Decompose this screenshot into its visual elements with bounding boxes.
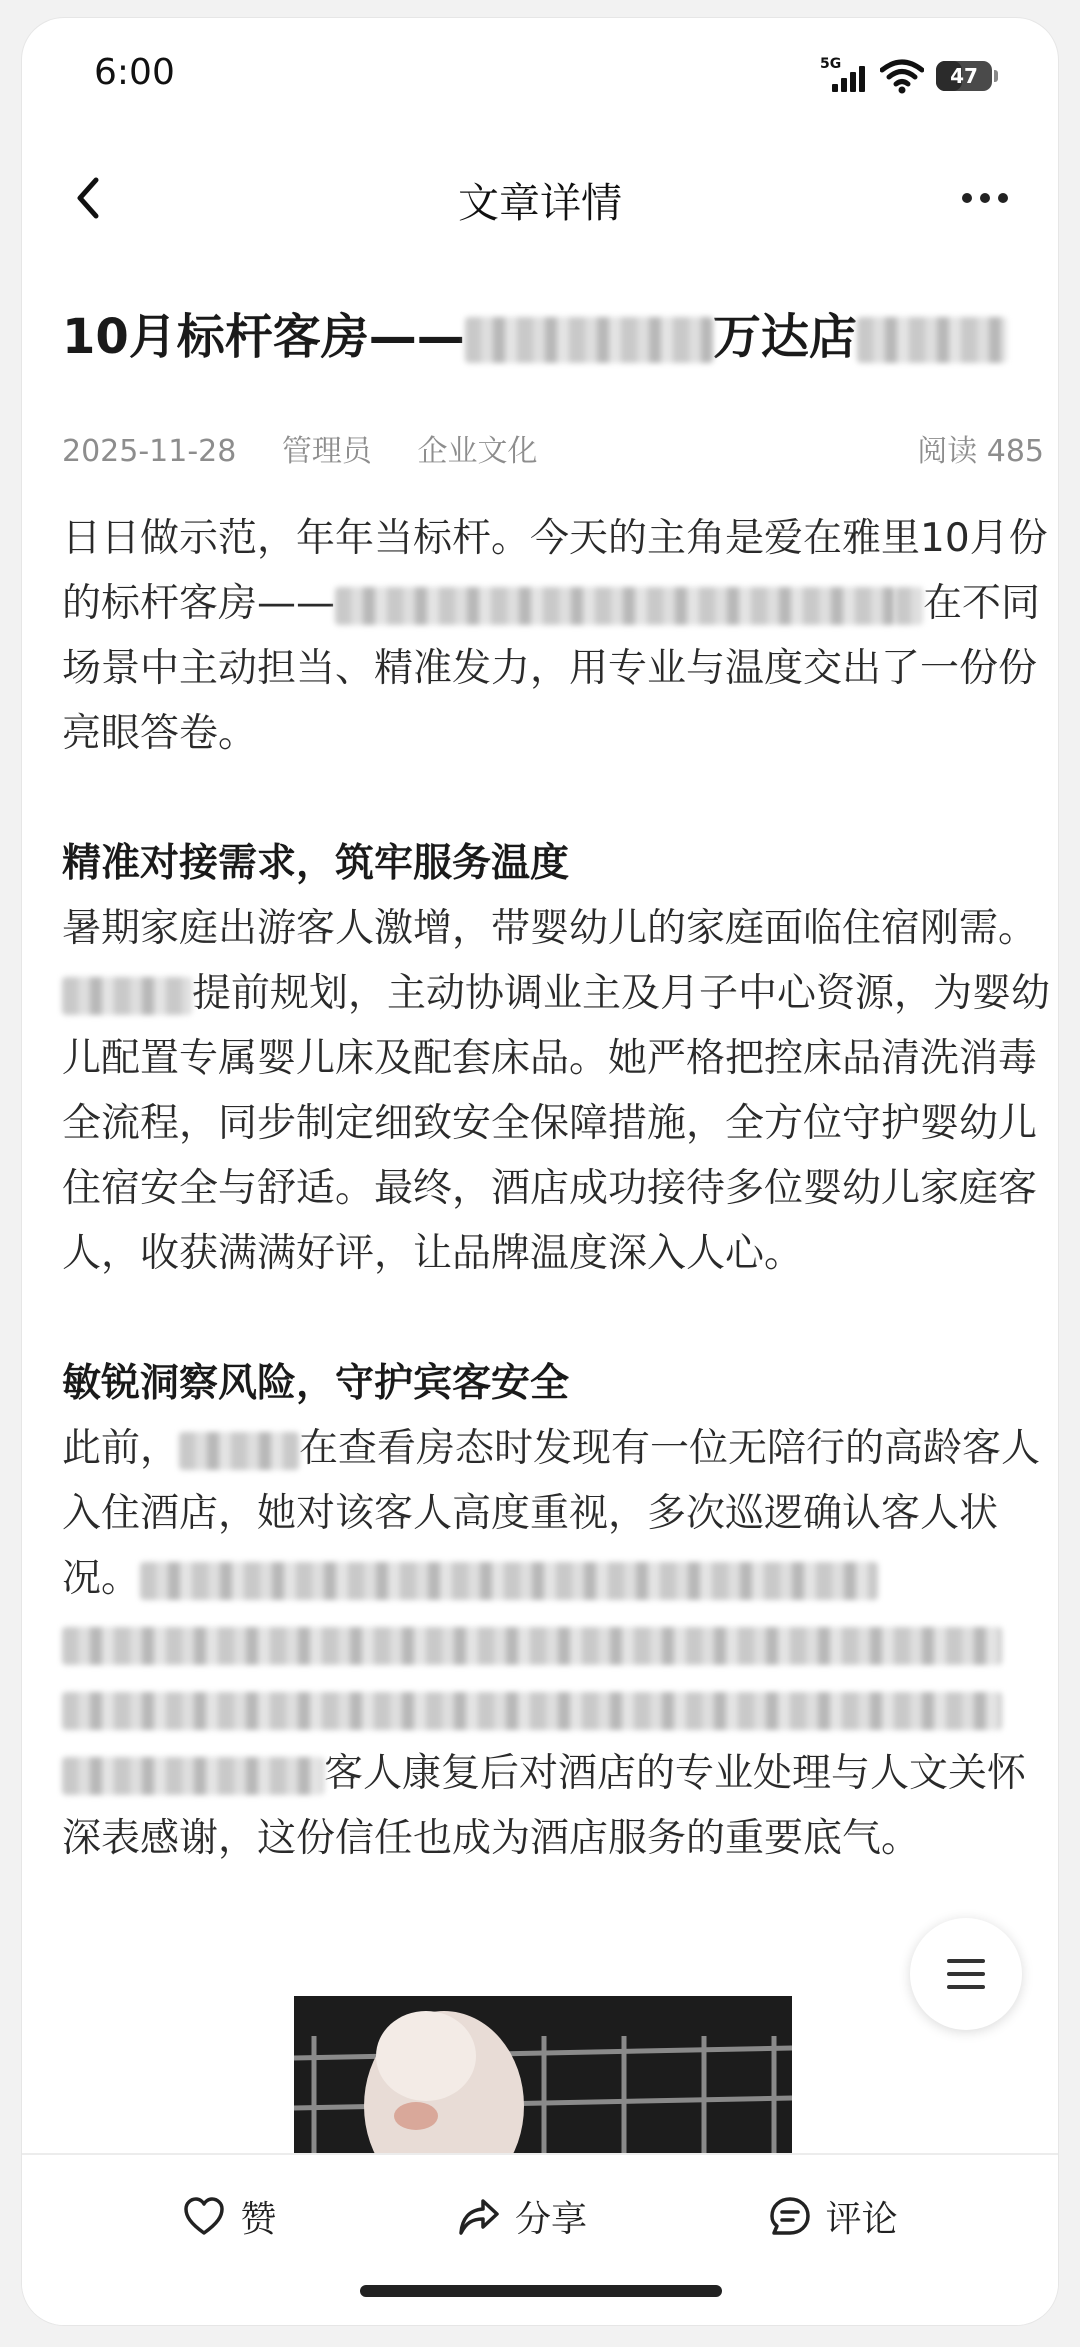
blurred-text [62, 1757, 324, 1795]
blurred-text [335, 587, 895, 625]
article-reads: 阅读 485 [917, 434, 1044, 469]
article-category: 企业文化 [417, 434, 538, 469]
article-author: 管理员 [281, 434, 372, 469]
paragraph [62, 1416, 1052, 1871]
blurred-name [465, 317, 713, 363]
wifi-icon [880, 58, 924, 94]
network-label: 5G [820, 56, 842, 72]
article-meta [62, 426, 1044, 470]
comment-label: 评论 [825, 2199, 898, 2240]
status-bar [22, 18, 1058, 128]
battery-level: 47 [950, 64, 978, 88]
blurred-text [62, 1692, 1002, 1730]
signal-icon [820, 56, 868, 96]
blurred-text [895, 587, 923, 625]
menu-icon[interactable] [910, 1918, 1022, 2030]
article-title-part1: 10月标杆客房—— [62, 309, 465, 365]
article-title [62, 298, 1052, 367]
phone-screen [22, 18, 1058, 2325]
text: 日日做示范，年年当标杆。今天的主角是爱在雅里10月份的标杆客房—— [62, 516, 1048, 626]
text: 客人康复后对酒店的专业处理与人文关怀深表感谢，这份信任也成为酒店服务的重要底气。 [62, 1751, 1027, 1861]
text: 此前， [62, 1426, 180, 1471]
top-nav [22, 148, 1058, 248]
text: 暑期家庭出游客人激增，带婴幼儿的家庭面临住宿刚需。 [62, 906, 1038, 951]
blurred-text [179, 1432, 299, 1470]
section-heading: 精准对接需求，筑牢服务温度 [62, 841, 570, 886]
bottom-action-bar [22, 2153, 1058, 2325]
heart-icon [182, 2195, 226, 2239]
like-label: 赞 [240, 2199, 277, 2240]
article-date: 2025-11-28 [62, 434, 237, 469]
text: 在查看房态时发现有一位无陪行的高龄客人入住酒店，她对该客人高度重视，多次巡逻确认客人状况。 [62, 1426, 1041, 1601]
blurred-text [140, 1562, 878, 1600]
section-heading: 敏锐洞察风险，守护宾客安全 [62, 1361, 570, 1406]
article-body [62, 506, 1052, 1871]
paragraph [62, 896, 1052, 1286]
blurred-text [62, 977, 192, 1015]
blurred-text [62, 1627, 1002, 1665]
text: 提前规划，主动协调业主及月子中心资源，为婴幼儿配置专属婴儿床及配套床品。她严格把控床品清洗消毒全流程，同步制定细致安全保障措施，全方位守护婴幼儿住宿安全与舒适。最终，酒店成功接待多位婴幼儿家庭客人，收获满满好评，让品牌温度深入人心。 [62, 971, 1051, 1276]
comment-icon [768, 2195, 812, 2239]
text: 在不同场景中主动担当、精准发力，用专业与温度交出了一份份亮眼答卷。 [62, 581, 1041, 756]
blurred-name [857, 317, 1007, 363]
more-icon[interactable] [950, 168, 1020, 228]
share-icon [457, 2195, 501, 2239]
page-title: 文章详情 [458, 179, 622, 227]
article-image [294, 1996, 792, 2176]
status-icons [820, 56, 992, 96]
article-title-part2: 万达店 [712, 309, 857, 365]
comment-button[interactable] [768, 2191, 898, 2242]
like-button[interactable] [182, 2191, 276, 2242]
battery-icon [936, 61, 992, 91]
status-time: 6:00 [94, 52, 175, 93]
home-indicator[interactable] [360, 2285, 722, 2297]
share-button[interactable] [457, 2191, 587, 2242]
share-label: 分享 [514, 2199, 587, 2240]
paragraph [62, 506, 1052, 766]
